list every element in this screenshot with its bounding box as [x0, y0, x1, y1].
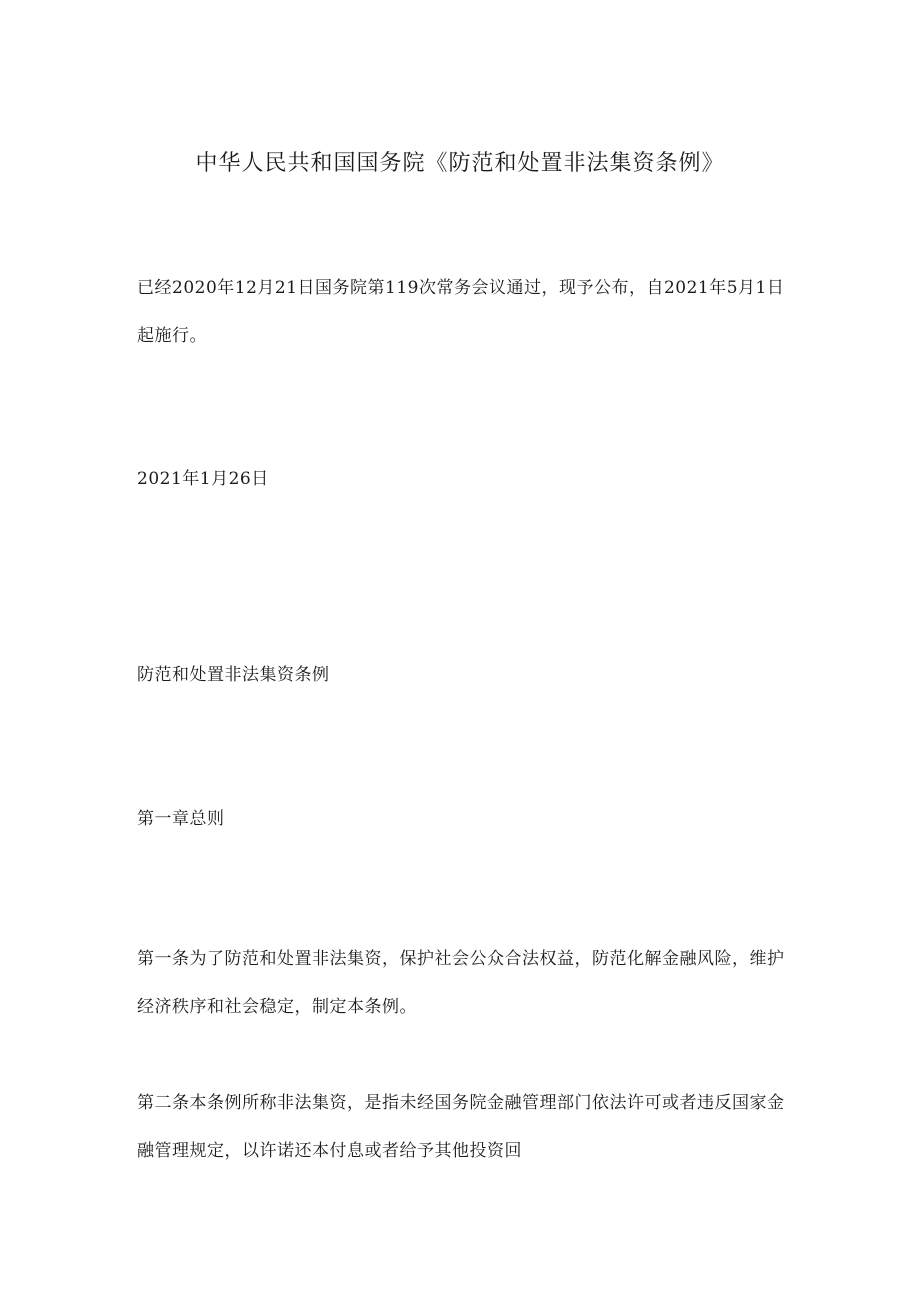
article-1-paragraph: 第一条为了防范和处置非法集资，保护社会公众合法权益，防范化解金融风险，维护经济秩序和社会稳定，制定本条例。: [137, 949, 785, 1017]
promulgation-date: 2021年1月26日: [137, 469, 269, 489]
regulation-name: 防范和处置非法集资条例: [137, 665, 330, 685]
chapter-heading: 第一章总则: [137, 809, 225, 829]
article-2-paragraph: 第二条本条例所称非法集资，是指未经国务院金融管理部门依法许可或者违反国家金融管理规定，以许诺还本付息或者给予其他投资回: [137, 1093, 785, 1161]
document-title: 中华人民共和国国务院《防范和处置非法集资条例》: [195, 151, 725, 176]
promulgation-paragraph: 已经2020年12月21日国务院第119次常务会议通过，现予公布，自2021年5月1日起施行。: [137, 278, 785, 346]
